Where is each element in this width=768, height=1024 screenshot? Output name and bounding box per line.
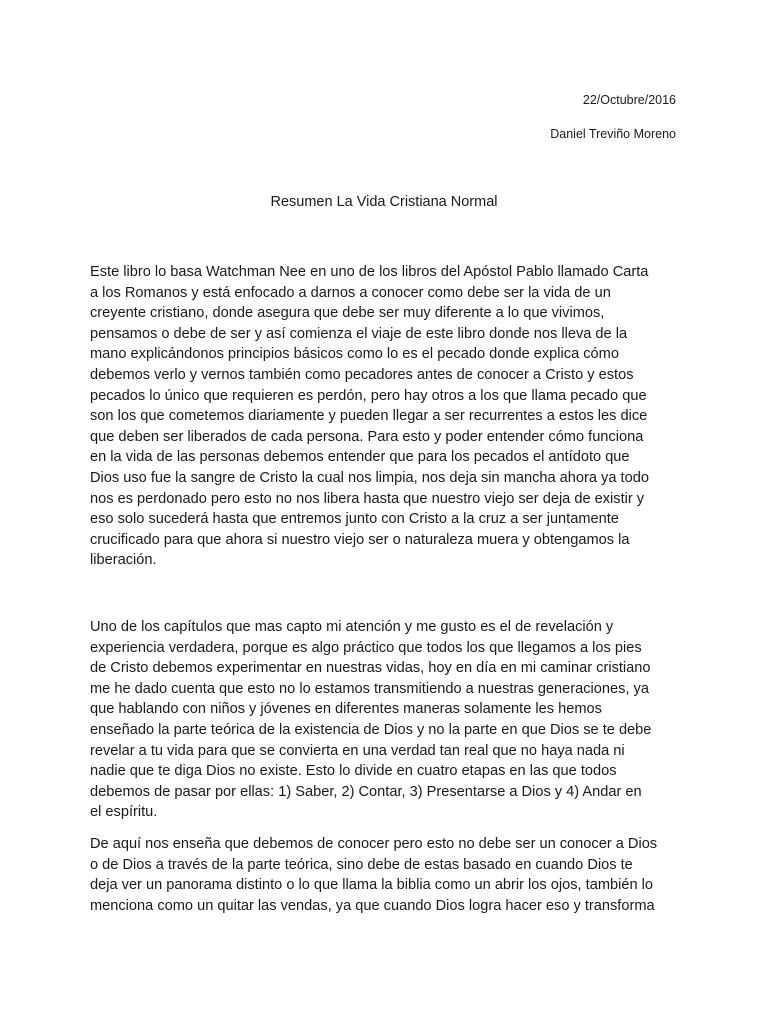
paragraph-line: enseñado la parte teórica de la existencia de Dios y no la parte en que Dios se te debe — [90, 721, 652, 738]
paragraph-2 — [90, 617, 690, 823]
paragraph-line: crucificado para que ahora si nuestro viejo ser o naturaleza muera y obtengamos la — [90, 531, 630, 548]
paragraph-line: o de Dios a través de la parte teórica, sino debe de estas basado en cuando Dios te — [90, 856, 633, 873]
paragraph-line: experiencia verdadera, porque es algo práctico que todos los que llegamos a los pies — [90, 639, 642, 656]
paragraph-line: que hablando con niños y jóvenes en diferentes maneras solamente les hemos — [90, 701, 602, 718]
paragraph-line: Este libro lo basa Watchman Nee en uno de los libros del Apóstol Pablo llamado Carta — [90, 264, 649, 280]
paragraph-line: Uno de los capítulos que mas capto mi atención y me gusto es el de revelación y — [90, 619, 614, 635]
paragraph-line: a los Romanos y está enfocado a darnos a conocer como debe ser la vida de un — [90, 284, 611, 301]
document-author: Daniel Treviño Moreno — [550, 127, 676, 141]
paragraph-line: son los que cometemos diariamente y pueden llegar a ser recurrentes a estos les dice — [90, 408, 648, 425]
paragraph-line: debemos verlo y vernos también como pecadores antes de conocer a Cristo y estos — [90, 366, 634, 383]
paragraph-line: pensamos o debe de ser y así comienza el viaje de este libro donde nos lleva de la — [90, 325, 628, 342]
paragraph-line: creyente cristiano, donde asegura que debe ser muy diferente a lo que vivimos, — [90, 305, 605, 322]
paragraph-line: que deben ser liberados de cada persona. Para esto y poder entender cómo funciona — [90, 428, 644, 445]
paragraph-line: nadie que te diga Dios no existe. Esto lo divide en cuatro etapas en las que todos — [90, 763, 617, 780]
paragraph-line: liberación. — [90, 552, 157, 569]
paragraph-line: revelar a tu vida para que se convierta en una verdad tan real que no haya nada ni — [90, 742, 625, 759]
paragraph-1 — [90, 262, 690, 571]
paragraph-line: menciona como un quitar las vendas, ya que cuando Dios logra hacer eso y transforma — [90, 897, 655, 914]
document-title: Resumen La Vida Cristiana Normal — [270, 194, 498, 210]
document-date: 22/Octubre/2016 — [582, 93, 676, 107]
paragraph-line: deja ver un panorama distinto o lo que llama la biblia como un abrir los ojos, también lo — [90, 877, 653, 894]
paragraph-line: pecados lo único que requieren es perdón, pero hay otros a los que llama pecado que — [90, 387, 647, 404]
paragraph-line: Dios uso fue la sangre de Cristo la cual nos limpia, nos deja sin mancha ahora ya todo — [90, 469, 649, 486]
paragraph-line: el espíritu. — [90, 804, 158, 821]
paragraph-line: nos es perdonado pero esto no nos libera hasta que nuestro viejo ser deja de existir y — [90, 490, 645, 507]
paragraph-line: en la vida de las personas debemos entender que para los pecados el antídoto que — [90, 449, 630, 466]
paragraph-line: De aquí nos enseña que debemos de conocer pero esto no debe ser un conocer a Dios — [90, 836, 658, 852]
paragraph-line: eso solo sucederá hasta que entremos junto con Cristo a la cruz a ser juntamente — [90, 511, 619, 528]
paragraph-line: mano explicándonos principios básicos como lo es el pecado donde explica cómo — [90, 346, 619, 363]
paragraph-3 — [90, 834, 690, 916]
paragraph-line: de Cristo debemos experimentar en nuestras vidas, hoy en día en mi caminar cristiano — [90, 660, 651, 677]
paragraph-line: me he dado cuenta que esto no lo estamos transmitiendo a nuestras generaciones, ya — [90, 680, 649, 697]
paragraph-line: debemos de pasar por ellas: 1) Saber, 2) Contar, 3) Presentarse a Dios y 4) Andar en — [90, 783, 642, 800]
